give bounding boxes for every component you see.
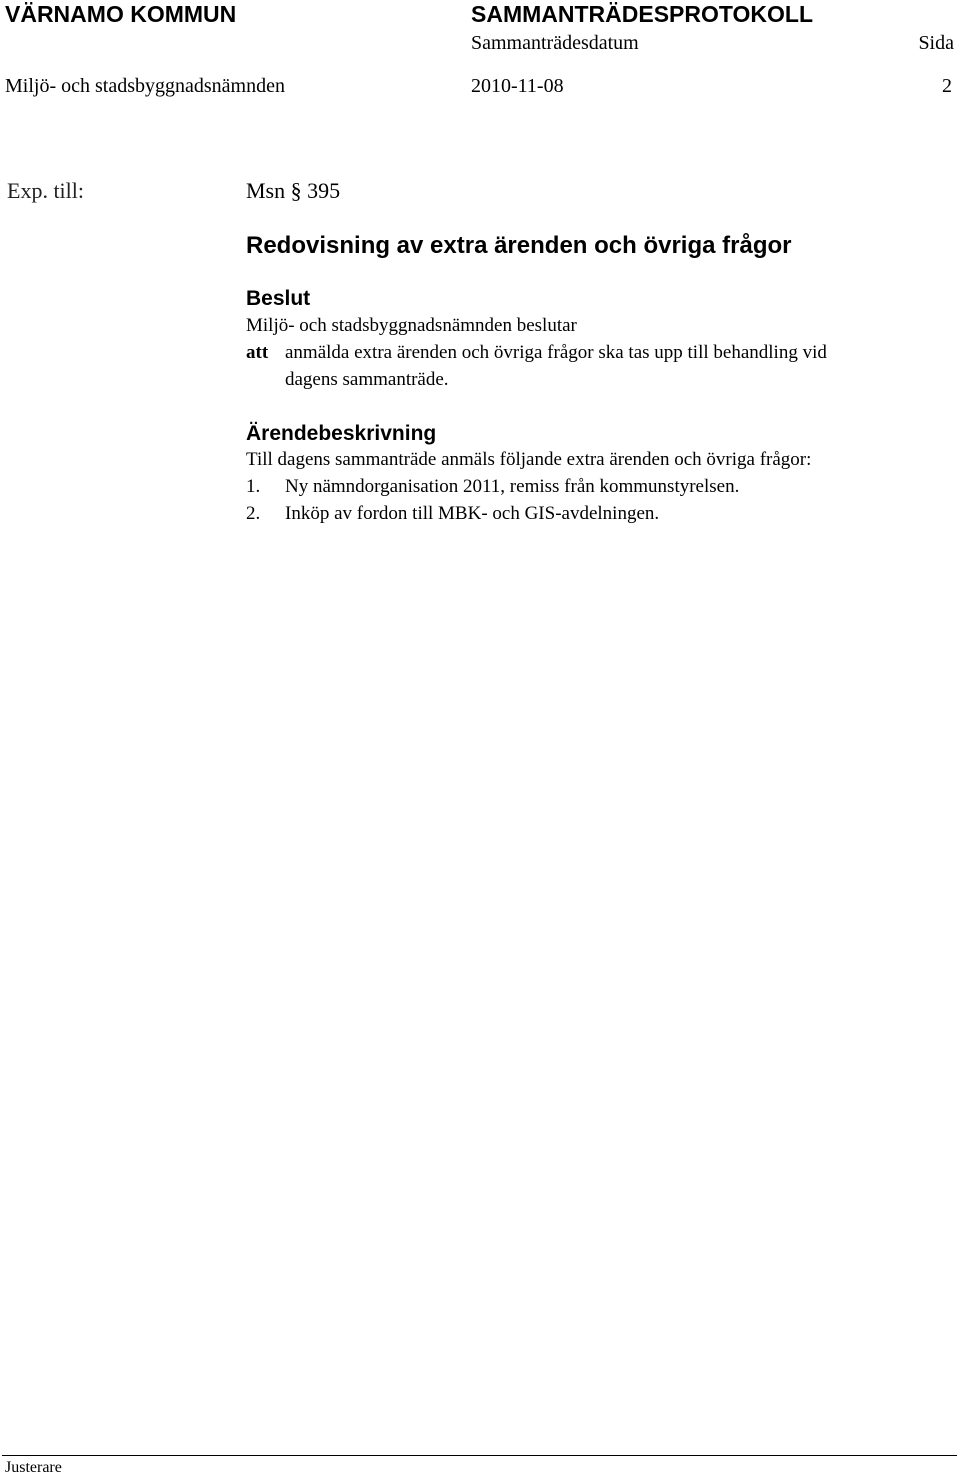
decision-text-line-2: dagens sammanträde.	[285, 369, 449, 390]
description-intro: Till dagens sammanträde anmäls följande extra ärenden och övriga frågor:	[246, 449, 812, 470]
list-item-text: Inköp av fordon till MBK- och GIS-avdelningen.	[285, 503, 660, 524]
document-type: SAMMANTRÄDESPROTOKOLL	[471, 1, 814, 27]
decision-heading: Beslut	[246, 287, 311, 310]
committee-name: Miljö- och stadsbyggnadsnämnden	[5, 75, 285, 97]
expedition-label: Exp. till:	[7, 178, 84, 203]
list-item-text: Ny nämndorganisation 2011, remiss från kommunstyrelsen.	[285, 476, 740, 497]
page-number: 2	[942, 75, 952, 97]
list-item-number: 2.	[246, 503, 261, 524]
decision-intro: Miljö- och stadsbyggnadsnämnden beslutar	[246, 315, 577, 336]
footer-divider	[2, 1455, 957, 1456]
organization-name: VÄRNAMO KOMMUN	[5, 1, 237, 27]
item-title: Redovisning av extra ärenden och övriga frågor	[246, 232, 792, 259]
description-heading: Ärendebeskrivning	[246, 422, 437, 445]
expedition-value: Msn § 395	[246, 178, 341, 203]
decision-text-line-1: anmälda extra ärenden och övriga frågor ska tas upp till behandling vid	[285, 342, 827, 363]
meeting-date: 2010-11-08	[471, 75, 564, 97]
att-keyword: att	[246, 342, 269, 363]
list-item-number: 1.	[246, 476, 261, 497]
meeting-date-label: Sammanträdesdatum	[471, 32, 639, 54]
page-label: Sida	[918, 32, 954, 54]
footer-adjuster-label: Justerare	[5, 1459, 62, 1476]
